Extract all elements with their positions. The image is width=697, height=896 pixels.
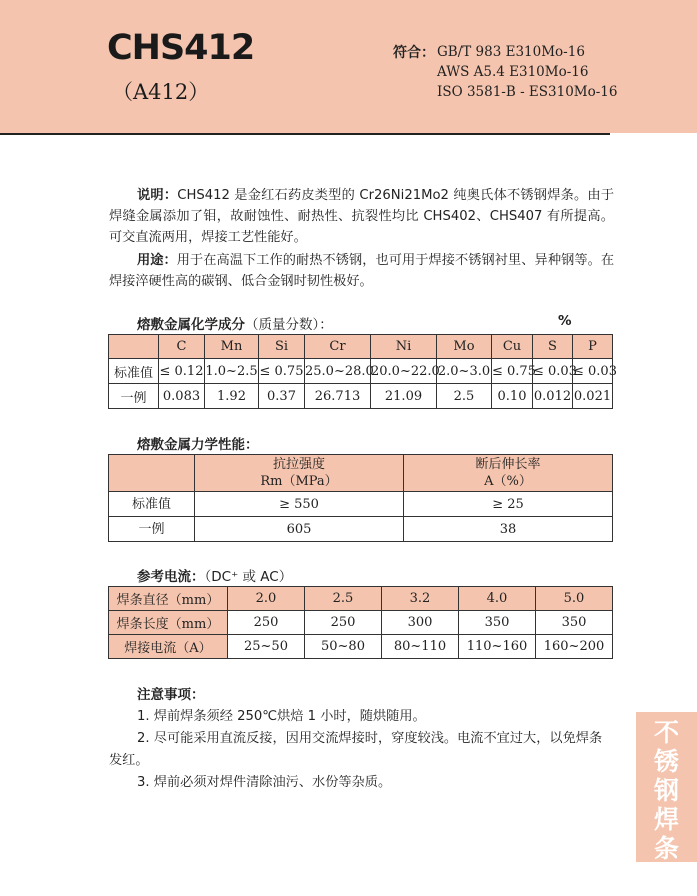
chem-row-standard (109, 359, 613, 384)
note-item: 3. 焊前必须对焊件清除油污、水份等杂质。 (137, 775, 392, 790)
chem-note: （质量分数）： (245, 317, 333, 333)
chem-unit: % (558, 313, 572, 329)
current-cell: 300 (382, 611, 459, 635)
note-item: 2. 尽可能采用直流反接，因用交流焊接时，穿度较浅。电流不宜过大，以免焊条发红。 (109, 731, 603, 768)
side-tab-char: 锈 (653, 747, 679, 776)
usage-label: 用途： (137, 253, 177, 268)
chem-header-cell: C (159, 335, 205, 359)
standard-item: GB/T 983 E310Mo-16 (437, 44, 585, 60)
usage-text: 用于在高温下工作的耐热不锈钢，也可用于焊接不锈钢衬里、异种钢等。在焊接淬硬性高的碳钢、低合金钢时韧性极好。 (109, 253, 615, 289)
mech-header-line: 断后伸长率 (475, 457, 541, 472)
mech-row-label: 标准值 (109, 492, 195, 517)
usage-paragraph (109, 250, 614, 292)
note-item: 1. 焊前焊条须经 250℃烘焙 1 小时，随烘随用。 (137, 709, 426, 724)
current-row-length (109, 611, 613, 635)
current-cell: 80~110 (382, 635, 459, 659)
chem-cell: 20.0~22.0 (371, 359, 437, 384)
chem-cell: ≤ 0.75 (492, 359, 533, 384)
mech-title: 熔敷金属力学性能： (137, 437, 259, 453)
chem-cell: ≤ 0.75 (259, 359, 305, 384)
mech-header-row (109, 455, 613, 492)
side-tab-char: 条 (653, 834, 679, 863)
chem-cell: 1.0~2.5 (205, 359, 259, 384)
chem-header-cell: Cu (492, 335, 533, 359)
notes-title: 注意事项： (137, 687, 205, 703)
header-band (0, 0, 697, 133)
chem-title: 熔敷金属化学成分 (137, 317, 245, 333)
current-row-label: 焊条长度（mm） (109, 611, 228, 635)
mech-row-label: 一例 (109, 517, 195, 542)
chem-cell: 1.92 (205, 384, 259, 409)
chem-cell: 26.713 (305, 384, 371, 409)
mech-row-example (109, 517, 613, 542)
current-cell: 3.2 (382, 587, 459, 611)
mech-header-line: 抗拉强度 (272, 457, 325, 472)
description-paragraph (109, 185, 614, 248)
current-cell: 50~80 (305, 635, 382, 659)
chem-cell: 0.10 (492, 384, 533, 409)
chem-cell: ≤ 0.03 (533, 359, 573, 384)
chem-header-cell: Si (259, 335, 305, 359)
current-cell: 2.0 (228, 587, 305, 611)
current-section-title (137, 565, 292, 585)
chem-row-example (109, 384, 613, 409)
mech-cell: ≥ 25 (404, 492, 613, 517)
current-cell: 5.0 (536, 587, 613, 611)
description-text: CHS412 是金红石药皮类型的 Cr26Ni21Mo2 纯奥氏体不锈钢焊条。由于焊缝金属添加了钼，故耐蚀性、耐热性、抗裂性均比 CHS402、CHS407 有所提高。可交直流两用，焊接工艺性能好。 (109, 188, 615, 245)
chem-section-title (137, 313, 333, 333)
current-row-label: 焊接电流（A） (109, 635, 228, 659)
mech-header-elongation (404, 455, 613, 492)
chem-header-cell: Ni (371, 335, 437, 359)
current-table (108, 586, 613, 659)
chem-header-cell: P (573, 335, 613, 359)
chem-cell: 0.083 (159, 384, 205, 409)
mech-row-standard (109, 492, 613, 517)
current-cell: 350 (536, 611, 613, 635)
current-cell: 250 (305, 611, 382, 635)
mech-cell: ≥ 550 (195, 492, 404, 517)
chem-cell: 21.09 (371, 384, 437, 409)
current-cell: 25~50 (228, 635, 305, 659)
chem-corner-cell (109, 335, 159, 359)
chem-cell: 2.5 (437, 384, 492, 409)
current-cell: 4.0 (459, 587, 536, 611)
current-cell: 350 (459, 611, 536, 635)
notes-section (109, 684, 614, 794)
standards-list (437, 42, 617, 102)
current-note: （DC⁺ 或 AC） (204, 569, 293, 585)
chem-cell: 25.0~28.0 (305, 359, 371, 384)
chem-cell: ≤ 0.03 (573, 359, 613, 384)
header-rule (0, 133, 610, 135)
current-row-amperage (109, 635, 613, 659)
chem-table (108, 334, 617, 409)
product-title: CHS412 (107, 28, 255, 68)
current-row-label: 焊条直径（mm） (109, 587, 228, 611)
mech-corner-cell (109, 455, 195, 492)
current-cell: 250 (228, 611, 305, 635)
chem-row-label: 标准值 (109, 359, 159, 384)
current-cell: 2.5 (305, 587, 382, 611)
description-label: 说明： (137, 188, 178, 203)
chem-header-cell: Mn (205, 335, 259, 359)
current-cell: 110~160 (459, 635, 536, 659)
side-tab-char: 焊 (653, 805, 679, 834)
mech-cell: 38 (404, 517, 613, 542)
mech-cell: 605 (195, 517, 404, 542)
side-tab-char: 钢 (653, 776, 679, 805)
chem-header-row (109, 335, 613, 359)
chem-cell: ≤ 0.12 (159, 359, 205, 384)
chem-cell: 0.021 (573, 384, 613, 409)
mech-header-tensile (195, 455, 404, 492)
chem-header-cell: Mo (437, 335, 492, 359)
chem-cell: 2.0~3.0 (437, 359, 492, 384)
mech-header-line: Rm（MPa） (260, 474, 338, 489)
product-subtitle: （A412） (112, 80, 210, 104)
chem-header-cell: S (533, 335, 573, 359)
chem-header-cell: Cr (305, 335, 371, 359)
conform-label: 符合： (393, 45, 435, 61)
category-side-tab (636, 712, 697, 862)
chem-cell: 0.37 (259, 384, 305, 409)
standard-item: ISO 3581-B - ES310Mo-16 (437, 84, 618, 100)
mech-header-line: A（%） (484, 474, 532, 489)
current-row-diameter (109, 587, 613, 611)
current-title: 参考电流： (137, 569, 205, 585)
mech-table (108, 454, 613, 542)
chem-row-label: 一例 (109, 384, 159, 409)
current-cell: 160~200 (536, 635, 613, 659)
side-tab-char: 不 (653, 718, 679, 747)
chem-cell: 0.012 (533, 384, 573, 409)
standard-item: AWS A5.4 E310Mo-16 (437, 64, 589, 80)
